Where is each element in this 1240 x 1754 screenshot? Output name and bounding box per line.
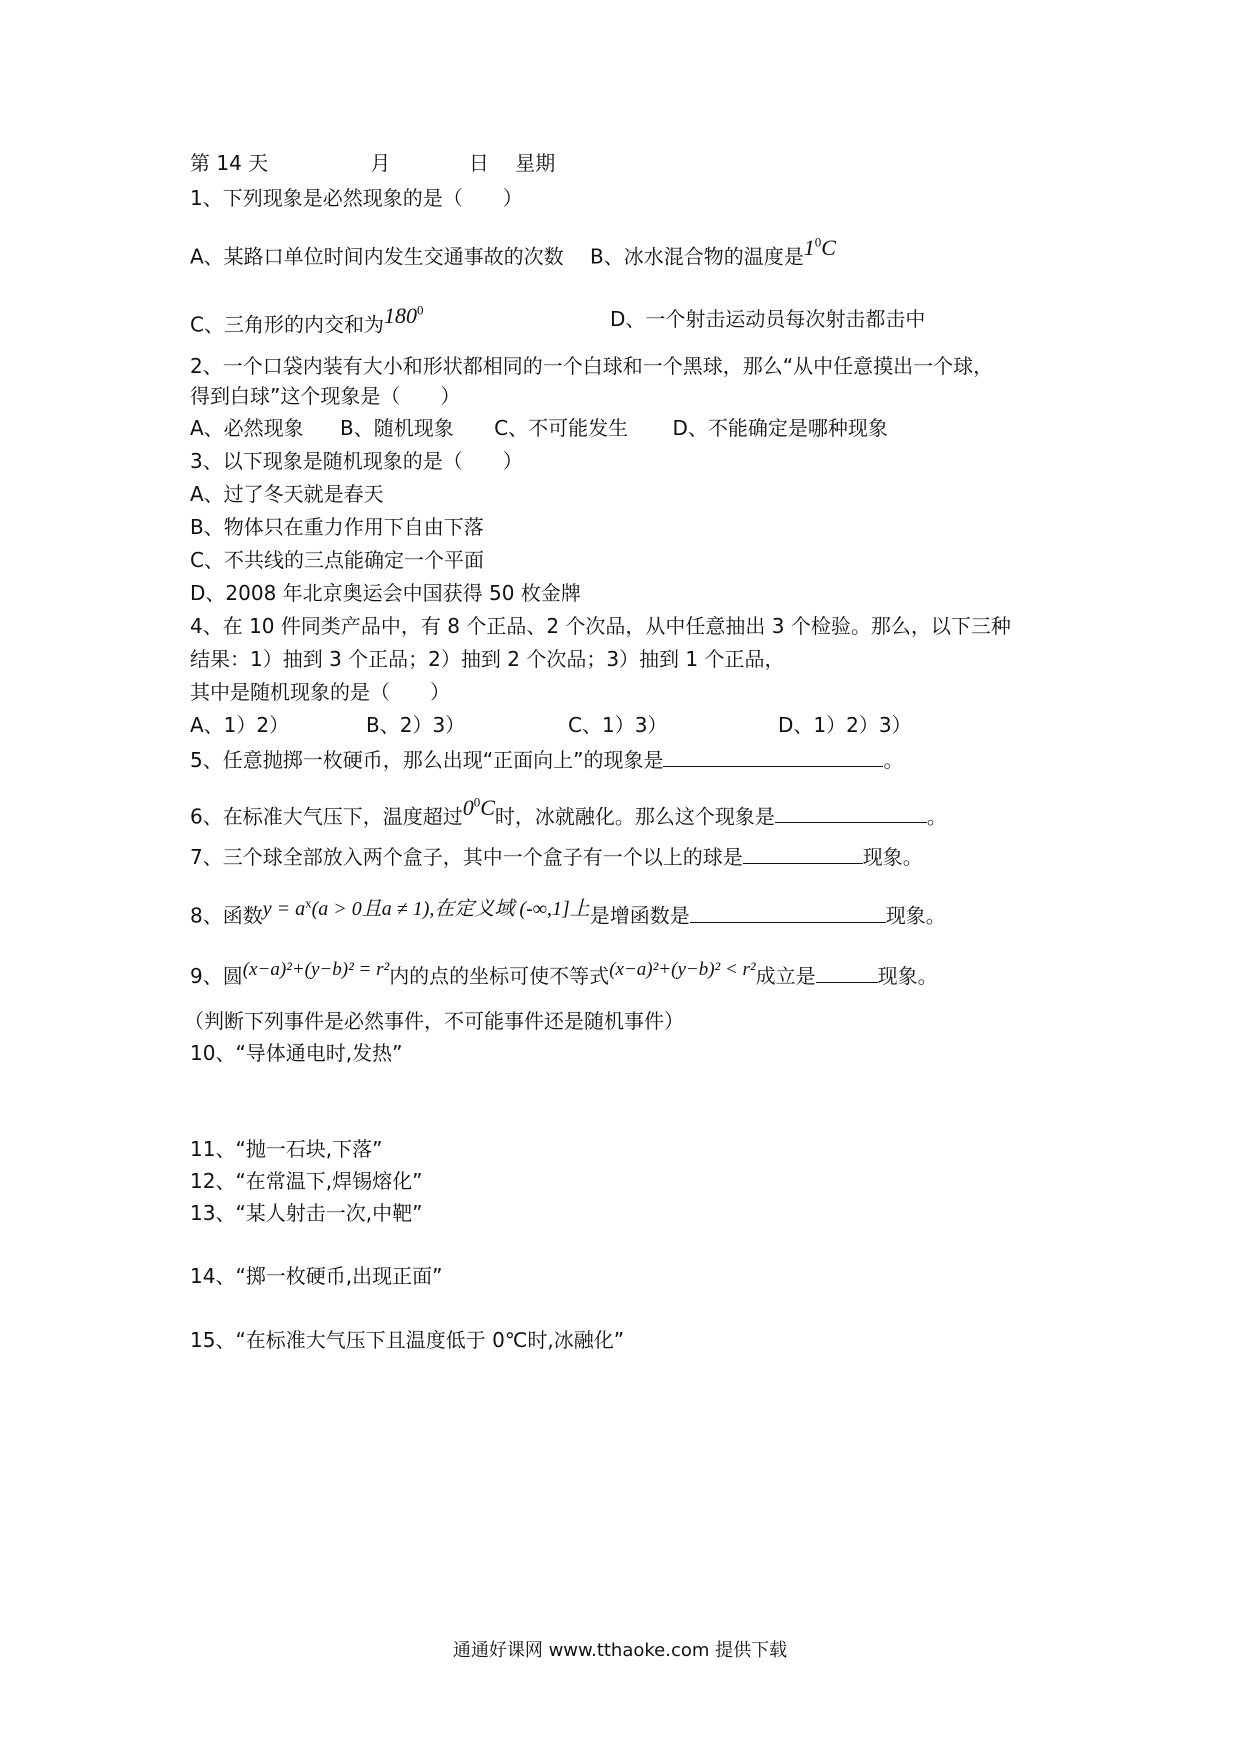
q5-answer-blank[interactable]	[663, 746, 883, 767]
question-11: 11、“抛一石块,下落”	[190, 1137, 383, 1161]
question-5	[190, 746, 903, 773]
q8-answer-blank[interactable]	[690, 902, 886, 923]
date-header	[190, 150, 555, 176]
q6-end: 。	[926, 804, 947, 829]
q3-option-a: A、过了冬天就是春天	[190, 482, 384, 506]
question-4-stem-line-2: 结果：1）抽到 3 个正品；2）抽到 2 个次品；3）抽到 1 个正品，	[190, 647, 785, 671]
q7-end: 现象。	[862, 845, 923, 869]
q8-end: 现象。	[885, 903, 946, 928]
q1-option-b-formula: $1^0C$	[803, 235, 836, 261]
weekday-label: 星期	[515, 151, 556, 175]
q9-answer-blank[interactable]	[816, 962, 878, 983]
q1-option-c: C、三角形的内交和为	[190, 312, 384, 337]
q9-end: 现象。	[877, 964, 938, 988]
question-6	[190, 795, 947, 829]
question-4-stem-line-3: 其中是随机现象的是（ ）	[190, 680, 450, 704]
q1-option-d: D、一个射击运动员每次射击都击中	[610, 307, 926, 331]
q4-option-d: D、1）2）3）	[778, 713, 912, 737]
q8-domain: (-∞,1]上	[519, 897, 590, 920]
q3-option-c: C、不共线的三点能确定一个平面	[190, 548, 484, 572]
day-label: 第 14 天	[190, 151, 269, 175]
question-7	[190, 843, 923, 870]
q9-text-3: 成立是	[755, 964, 816, 988]
month-label: 月	[370, 151, 391, 175]
question-2-options	[190, 415, 888, 441]
question-4-stem-line-1: 4、在 10 件同类产品中，有 8 个正品、2 个次品，从中任意抽出 3 个检验。那么，以下三种	[190, 614, 1011, 638]
instruction-text: （判断下列事件是必然事件，不可能事件还是随机事件）	[184, 1009, 684, 1033]
question-8	[190, 895, 946, 930]
q9-inequality-formula: (x−a)²+(y−b)² < r²	[609, 959, 756, 980]
q1-option-c-formula: $180^0$	[383, 303, 424, 329]
q6-text-2: 时，冰就融化。那么这个现象是	[494, 804, 775, 829]
footer-credit: 通通好课网 www.tthaoke.com 提供下载	[452, 1640, 788, 1661]
question-10: 10、“导体通电时,发热”	[190, 1041, 403, 1065]
q5-text: 5、任意抛掷一枚硬币，那么出现“正面向上”的现象是	[190, 748, 664, 772]
question-3-stem: 3、以下现象是随机现象的是（ ）	[190, 449, 523, 473]
q7-answer-blank[interactable]	[743, 843, 863, 864]
question-15: 15、“在标准大气压下且温度低于 0℃时,冰融化”	[190, 1328, 625, 1352]
q2-option-b: B、随机现象	[340, 416, 454, 440]
q7-text: 7、三个球全部放入两个盒子，其中一个盒子有一个以上的球是	[190, 845, 743, 869]
q9-circle-formula: (x−a)²+(y−b)² = r²	[242, 959, 390, 980]
question-1-options-ab	[190, 235, 836, 269]
question-13: 13、“某人射击一次,中靶”	[190, 1201, 423, 1225]
q3-option-b: B、物体只在重力作用下自由下落	[190, 515, 484, 539]
q9-text-2: 内的点的坐标可使不等式	[389, 964, 610, 988]
q4-option-c: C、1）3）	[568, 713, 668, 737]
q6-formula: $0^0C$	[462, 795, 495, 821]
q4-option-b: B、2）3）	[366, 713, 466, 737]
q1-option-b: B、冰水混合物的温度是	[590, 244, 804, 269]
q8-function-formula: $y = a^x(a > 0$且a ≠ 1),在定义域 (-∞,1]上	[262, 895, 590, 920]
q9-text: 9、圆	[190, 964, 243, 988]
q2-option-a: A、必然现象	[190, 416, 304, 440]
q5-end: 。	[883, 748, 904, 772]
q2-option-d: D、不能确定是哪种现象	[672, 416, 888, 440]
q2-option-c: C、不可能发生	[494, 416, 629, 440]
question-9	[190, 959, 938, 991]
date-label: 日	[468, 151, 489, 175]
q4-option-a: A、1）2）	[190, 713, 290, 737]
question-1-options-cd	[190, 303, 926, 337]
q8-text: 8、函数	[190, 903, 263, 928]
question-1-stem: 1、下列现象是必然现象的是（ ）	[190, 186, 523, 210]
q1-option-a: A、某路口单位时间内发生交通事故的次数	[190, 244, 564, 269]
q6-text: 6、在标准大气压下，温度超过	[190, 804, 463, 829]
question-12: 12、“在常温下,焊锡熔化”	[190, 1169, 423, 1193]
question-2-stem-line-2: 得到白球”这个现象是（ ）	[190, 384, 461, 408]
q3-option-d: D、2008 年北京奥运会中国获得 50 枚金牌	[190, 581, 581, 605]
question-2-stem-line-1: 2、一个口袋内装有大小和形状都相同的一个白球和一个黑球，那么“从中任意摸出一个球，	[190, 354, 994, 378]
q6-answer-blank[interactable]	[775, 802, 927, 823]
question-14: 14、“掷一枚硬币,出现正面”	[190, 1264, 443, 1288]
q8-text-2: 是增函数是	[589, 903, 690, 928]
